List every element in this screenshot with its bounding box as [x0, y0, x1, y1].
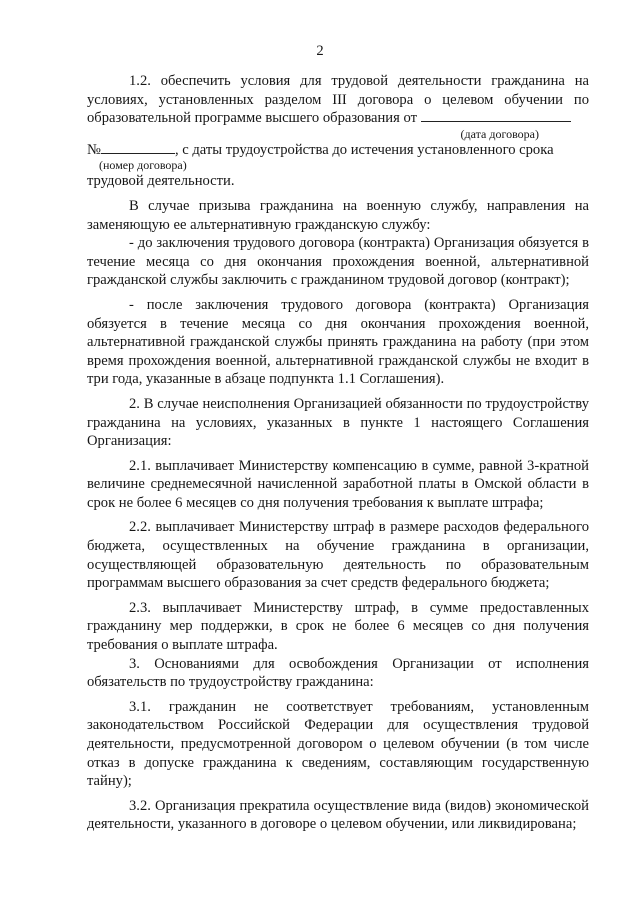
page-number: 2 [316, 43, 324, 59]
number-suffix: , с даты трудоустройства до истечения установленного срока [174, 141, 554, 158]
contract-number-line [87, 141, 589, 160]
section-2-1: 2.1. выплачивает Министерству компенсацию в сумме, равной 3-кратной величине среднемесячной начисленной заработной платы в Омской области в срок не более 6 месяцев со дня получения требования к выплате штрафа; [87, 457, 589, 511]
military-intro: В случае призыва гражданина на военную службу, направления на заменяющую ее альтернативную гражданскую службу: [87, 197, 589, 233]
military-item-1: - до заключения трудового договора (контракта) Организация обязуется в течение месяца со дня окончания прохождения военной, альтернативной гражданской службы заключить с гражданином трудовой договор (контракт); [87, 235, 589, 289]
section-2-2: 2.2. выплачивает Министерству штраф в размере расходов федерального бюджета, осуществленных на обучение гражданина в организации, осуществляющей образовательную деятельность по образовательным программам высшего образования за счет средств федерального бюджета; [87, 519, 589, 592]
clause-1-2 [87, 72, 589, 128]
number-prefix: № [87, 141, 101, 158]
contract-date-caption: (дата договора) [460, 126, 539, 141]
contract-number-blank [101, 141, 175, 154]
contract-number-caption: (номер договора) [99, 158, 187, 173]
clause-1-2-tail: трудовой деятельности. [87, 173, 235, 190]
section-3-intro: 3. Основаниями для освобождения Организации от исполнения обязательств по трудоустройству гражданина: [87, 655, 589, 691]
contract-date-blank [421, 109, 571, 122]
document-body [87, 72, 589, 834]
clause-1-2-text: 1.2. обеспечить условия для трудовой деятельности гражданина на условиях, установленных разделом III договора о целевом обучении по образовательной программе высшего образования от [87, 73, 589, 127]
military-item-2: - после заключения трудового договора (контракта) Организация обязуется в течение месяца со дня окончания прохождения военной, альтернативной гражданской службы принять гражданина на работу (при этом время прохождения военной, альтернативной гражданской службы не входит в три года, указанные в абзаце подпункта 1.1 Соглашения). [87, 296, 589, 388]
section-3-1: 3.1. гражданин не соответствует требованиям, установленным законодательством Российской Федерации для осуществления трудовой деятельности, предусмотренной договором о целевом обучении (в том числе отказ в допуске гражданина к сведениям, составляющим государственную тайну); [87, 698, 589, 790]
section-2-intro: 2. В случае неисполнения Организацией обязанности по трудоустройству гражданина на условиях, указанных в пункте 1 настоящего Соглашения Организация: [87, 395, 589, 450]
section-2-3: 2.3. выплачивает Министерству штраф, в сумме предоставленных гражданину мер поддержки, в срок не более 6 месяцев со дня получения требования о выплате штрафа. [87, 599, 589, 654]
section-3-2: 3.2. Организация прекратила осуществление вида (видов) экономической деятельности, указанного в договоре о целевом обучении, или ликвидирована; [87, 797, 589, 833]
